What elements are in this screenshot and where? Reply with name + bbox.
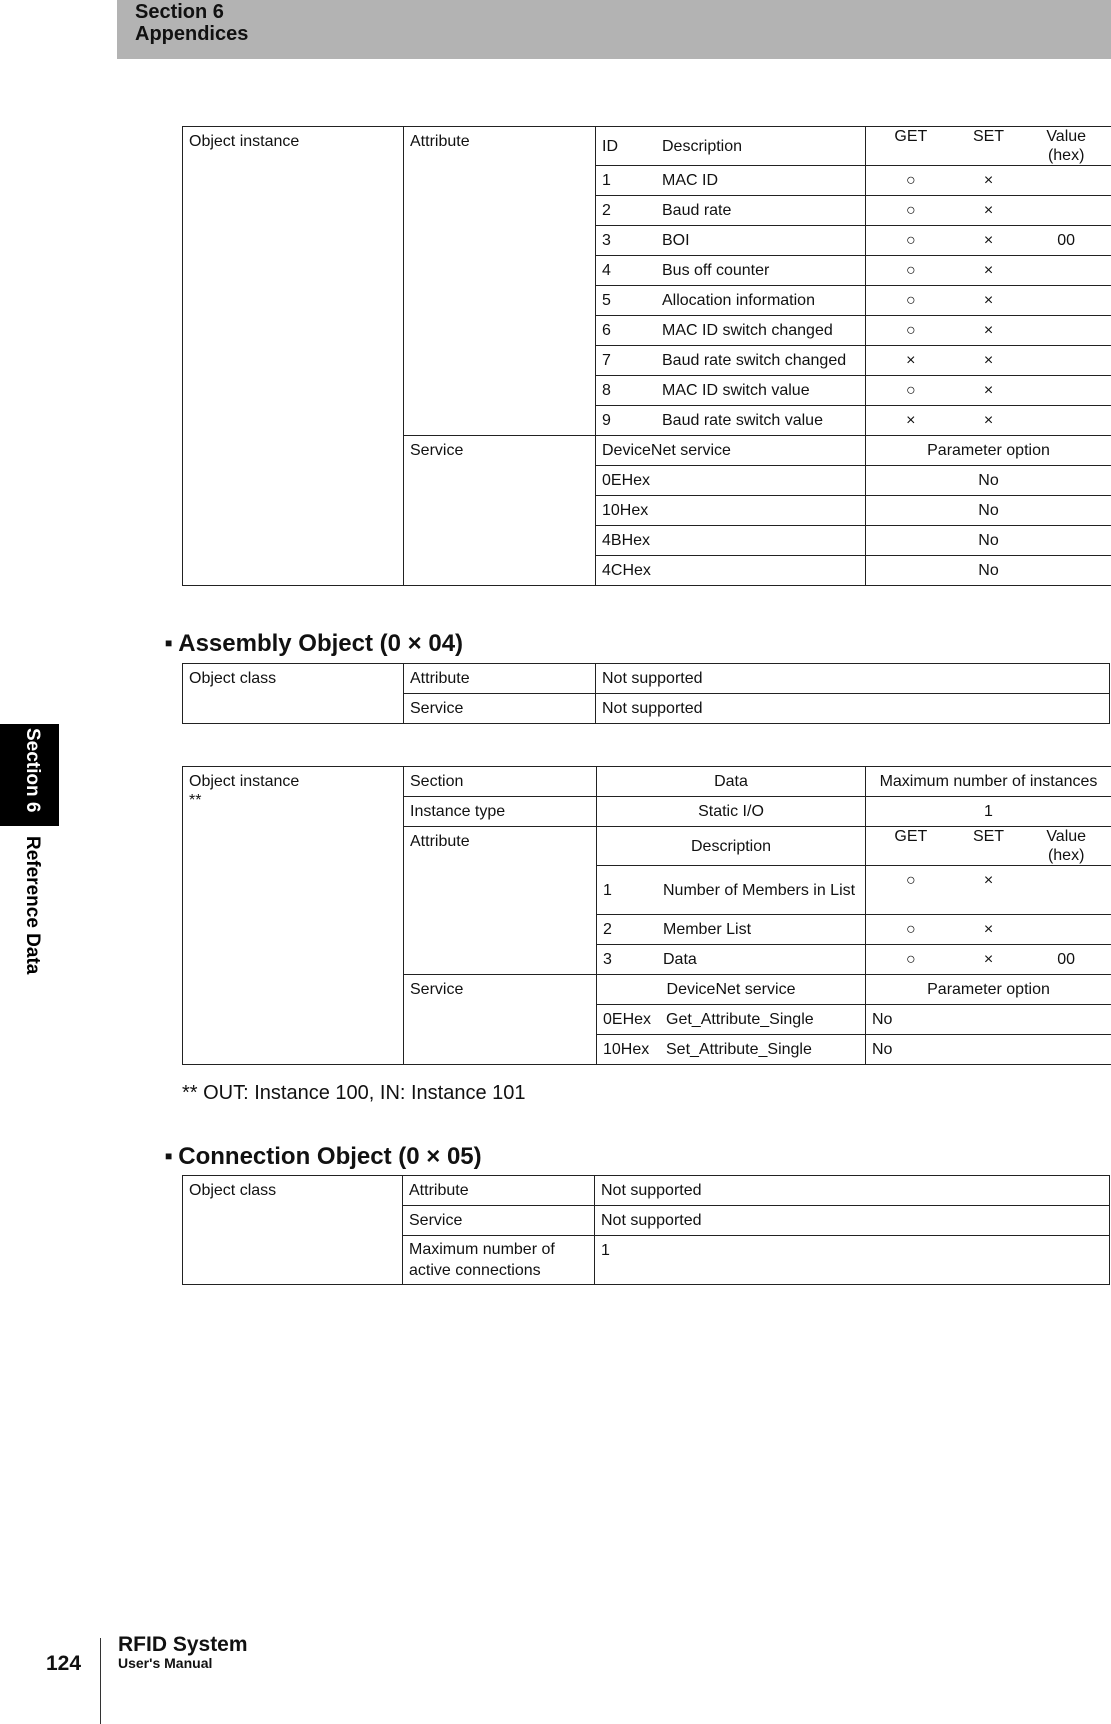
table-row: 10Hex No <box>183 496 1111 526</box>
table-row: 2 Baud rate ○ × <box>183 196 1111 226</box>
table-row: 3 BOI ○ × 00 <box>183 226 1111 256</box>
side-tab-label: Reference Data <box>22 836 43 975</box>
side-tab-section-label: Section 6 <box>22 728 43 813</box>
footer-title: RFID System <box>118 1633 248 1656</box>
service-header: DeviceNet service <box>596 436 866 466</box>
assembly-instance-table: Object instance ** Section Data Maximum number of instances Instance type Static I/O 1 Attribute Description GET SET Value (hex) 1 Number of Members in List ○ × 2 Member List ○ × 3 Data ○ × 00 Service DeviceNet service Parameter option 0EHex Get_Attribute_Single No 10Hex Set_Attribute_Single No <box>182 766 1111 1065</box>
table-row: 0EHex Get_Attribute_Single No <box>183 1005 1111 1035</box>
assembly-object-title: ■ Assembly Object (0 × 04) <box>165 630 464 657</box>
header-title: Appendices <box>135 23 249 45</box>
table-row: 5 Allocation information ○ × <box>183 286 1111 316</box>
page-header <box>117 0 1111 59</box>
footer-divider <box>100 1638 101 1724</box>
service-label: Service <box>404 436 596 586</box>
table-row: 1 Number of Members in List ○ × <box>183 866 1111 915</box>
instance-note: ** OUT: Instance 100, IN: Instance 101 <box>182 1082 526 1104</box>
connection-object-title: ■ Connection Object (0 × 05) <box>165 1143 482 1170</box>
table-row: 0EHex No <box>183 466 1111 496</box>
table-row: 4CHex No <box>183 556 1111 586</box>
attribute-label: Attribute <box>404 127 596 436</box>
footer-subtitle: User's Manual <box>118 1655 213 1671</box>
object-instance-label: Object instance ** <box>183 767 404 1065</box>
bullet-icon: ■ <box>165 636 173 650</box>
table-row: 8 MAC ID switch value ○ × <box>183 376 1111 406</box>
table-row: 2 Member List ○ × <box>183 915 1111 945</box>
object-instance-label: Object instance <box>183 127 404 586</box>
table-row: 6 MAC ID switch changed ○ × <box>183 316 1111 346</box>
connection-class-table: Object class Attribute Not supported Service Not supported Maximum number of active connections 1 <box>182 1175 1110 1285</box>
table-row: 9 Baud rate switch value × × <box>183 406 1111 436</box>
table-row: 4BHex No <box>183 526 1111 556</box>
table-row: 1 MAC ID ○ × <box>183 166 1111 196</box>
table-row: 7 Baud rate switch changed × × <box>183 346 1111 376</box>
table-row: 10Hex Set_Attribute_Single No <box>183 1035 1111 1065</box>
header-section: Section 6 <box>135 1 224 23</box>
side-tab-section <box>0 724 59 826</box>
table-row: 4 Bus off counter ○ × <box>183 256 1111 286</box>
param-header: Parameter option <box>866 436 1111 466</box>
table-header-cell: GET SET Value (hex) <box>866 127 1111 166</box>
page-number: 124 <box>46 1652 82 1675</box>
table-row: 3 Data ○ × 00 <box>183 945 1111 975</box>
object-instance-table <box>182 126 1111 586</box>
table-header-cell: ID Description <box>596 127 866 166</box>
bullet-icon: ■ <box>165 1149 173 1163</box>
assembly-class-table: Object class Attribute Not supported Service Not supported <box>182 663 1110 724</box>
